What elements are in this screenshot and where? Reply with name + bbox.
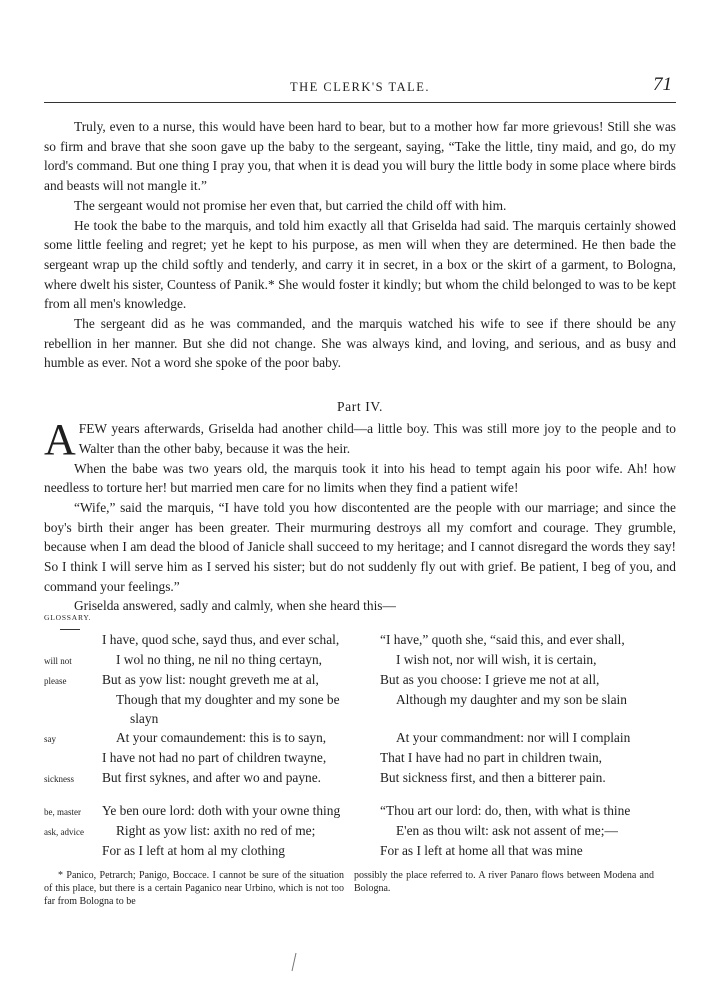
modern-english-line: But sickness first, and then a bitterer pain. (380, 770, 606, 785)
modern-english-line: “I have,” quoth she, “said this, and ever shall, (380, 632, 625, 647)
body-text (44, 117, 676, 616)
middle-english-line: I wol no thing, ne nil no thing certayn, (116, 652, 323, 667)
middle-english-line: Ye ben oure lord: doth with your owne thing (102, 803, 341, 818)
poem-line (0, 843, 724, 863)
modern-english-line: For as I left at home all that was mine (380, 843, 583, 858)
pencil-mark-icon (290, 952, 298, 972)
paragraph: When the babe was two years old, the marquis took it into his head to tempt again his poor wife. Ah! how needless to torture her! but married men care for no limits when they find a patient wife! (44, 460, 676, 496)
gloss: please (44, 676, 67, 686)
poem-line (0, 711, 724, 731)
paragraph: Griselda answered, sadly and calmly, when she heard this— (74, 598, 396, 614)
part-opening-paragraph (44, 415, 676, 465)
middle-english-line: At your comaundement: this is to sayn, (116, 730, 327, 745)
gloss: sickness (44, 774, 74, 784)
page-number: 71 (653, 74, 672, 95)
modern-english-line: At your commandment: nor will I complain (396, 730, 631, 745)
paragraph: He took the babe to the marquis, and told him exactly all that Griselda had said. The marquis certainly showed some little feeling and regret; yet he kept to his purpose, as men will when they are determined. He then bade the sergeant wrap up the child softly and tenderly, and carry it in secret, in a box or the skirt of a garment, to Bologna, where dwelt his sister, Countess of Panik.* She would foster it kindly; but whom the child belonged to was to be kept from all men's knowledge. (44, 217, 676, 312)
gloss: ask, advice (44, 827, 84, 837)
gloss: be, master (44, 807, 81, 817)
middle-english-line: I have, quod sche, sayd thus, and ever schal, (102, 632, 340, 647)
footnote-left: * Panico, Petrarch; Panigo, Boccace. I cannot be sure of the situation of this place, but there is a certain Paganico near Urbino, which is not too far from Bologna to be (44, 870, 344, 907)
running-title: THE CLERK'S TALE. (289, 80, 431, 94)
poem-line (0, 672, 724, 692)
glossary-rule (60, 629, 80, 630)
page-header (44, 76, 676, 103)
poem-line (0, 803, 724, 823)
modern-english-line: “Thou art our lord: do, then, with what is thine (380, 803, 631, 818)
paragraph: The sergeant did as he was commanded, and the marquis watched his wife to see if there should be any rebellion in her manner. But she did not change. She was always kind, and loving, and serious, and as busy and humble as ever. Not a word she spoke of the poor baby. (44, 316, 676, 371)
middle-english-line: But first syknes, and after wo and payne. (102, 770, 322, 785)
footnote-right: possibly the place referred to. A river Panaro flows between Modena and Bologna. (354, 870, 654, 894)
paragraph: The sergeant would not promise her even that, but carried the child off with him. (74, 197, 507, 213)
paragraph: Truly, even to a nurse, this would have been hard to bear, but to a mother how far more grievous! Still she was so firm and brave that she soon gave up the baby to the sergeant, saying, “Take the little, tiny maid, and go, do my lord's command. But one thing I pray you, that when it is dead you will bury the little body in some place where birds and beasts will not mangle it.” (44, 119, 676, 194)
middle-english-line: For as I left at hom al my clothing (102, 843, 285, 858)
poem-line (0, 652, 724, 672)
middle-english-line: Though that my doughter and my sone be (116, 692, 340, 707)
drop-cap: A (44, 415, 76, 465)
poem-line (0, 730, 724, 750)
gloss: say (44, 734, 56, 744)
modern-english-line: Although my daughter and my son be slain (396, 692, 627, 707)
part-heading: Part IV. (336, 399, 384, 415)
middle-english-line: Right as yow list: axith no red of me; (116, 823, 316, 838)
middle-english-line: slayn (130, 711, 159, 726)
modern-english-line: But as you choose: I grieve me not at all, (380, 672, 600, 687)
gloss: will not (44, 656, 72, 666)
poem-line (0, 823, 724, 843)
modern-english-line: I wish not, nor will wish, it is certain, (396, 652, 597, 667)
glossary-label: GLOSSARY. (44, 613, 92, 622)
paragraph: “Wife,” said the marquis, “I have told you how discontented are the people with our marriage; and since the boy's birth their anger has been greater. Their murmuring destroys all my comfort and courage. They grumble, because when I am dead the blood of Janicle shall succeed to my heritage; and I cannot disregard the words they say! So I think I will serve him as I served his sister; but do not suddenly fly out with grief. Be patient, I beg of you, and command your feelings.” (44, 499, 676, 594)
part-opening-text: FEW years afterwards, Griselda had another child—a little boy. This was still more joy to the people and to Walter than the other baby, because it was the heir. (78, 421, 676, 456)
middle-english-line: But as yow list: nought greveth me at al, (102, 672, 319, 687)
poem-line (0, 632, 724, 652)
modern-english-line: That I have had no part in children twain, (380, 750, 602, 765)
modern-english-line: E'en as thou wilt: ask not assent of me;— (396, 823, 618, 838)
poem-line (0, 692, 724, 712)
middle-english-line: I have not had no part of children twayne, (102, 750, 327, 765)
poem-line (0, 750, 724, 770)
poem-line (0, 770, 724, 790)
